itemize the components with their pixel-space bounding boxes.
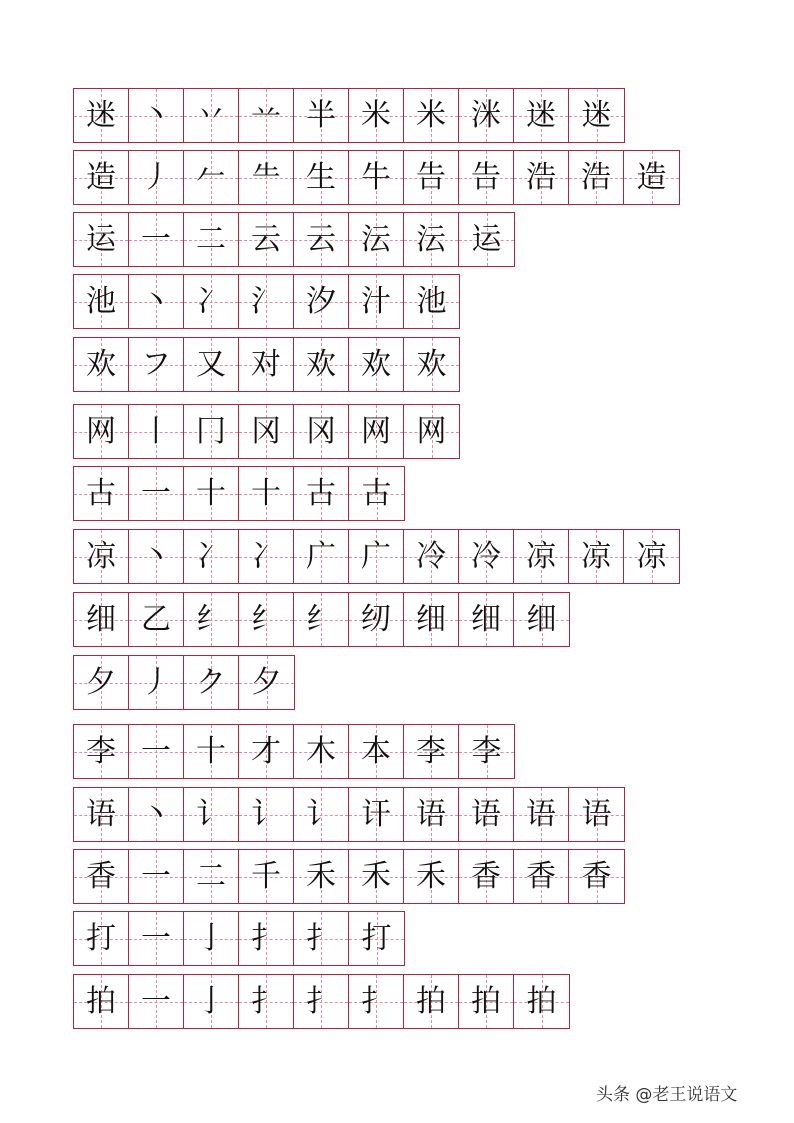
stroke-step-glyph: 凉 bbox=[636, 538, 667, 574]
stroke-step-glyph: 讦 bbox=[361, 796, 391, 832]
stroke-step-glyph: 拍 bbox=[526, 983, 557, 1019]
stroke-step-cell bbox=[514, 151, 569, 204]
stroke-step-cell bbox=[514, 975, 569, 1028]
stroke-step-cell bbox=[129, 912, 184, 965]
stroke-step-glyph: 广 bbox=[361, 538, 391, 574]
stroke-step-cell bbox=[294, 975, 349, 1028]
stroke-step-glyph: 丶 bbox=[141, 538, 171, 574]
stroke-step-glyph: 𠂉 bbox=[196, 159, 226, 195]
character-glyph: 打 bbox=[86, 920, 116, 956]
stroke-step-glyph: フ bbox=[141, 346, 171, 382]
stroke-step-glyph: 讠 bbox=[196, 796, 226, 832]
stroke-step-glyph: 冈 bbox=[251, 413, 281, 449]
stroke-step-glyph: 冫 bbox=[196, 283, 226, 319]
stroke-step-cell bbox=[129, 467, 184, 520]
stroke-step-cell bbox=[184, 850, 239, 903]
stroke-row bbox=[73, 337, 460, 392]
stroke-step-glyph: 拍 bbox=[471, 983, 501, 1019]
stroke-step-cell bbox=[129, 405, 184, 458]
stroke-step-glyph: 纟 bbox=[306, 601, 336, 637]
stroke-step-glyph: 冫 bbox=[196, 538, 226, 574]
character-cell bbox=[74, 467, 129, 520]
stroke-step-cell bbox=[184, 530, 239, 583]
stroke-step-cell bbox=[239, 788, 294, 841]
stroke-step-glyph: 才 bbox=[251, 733, 281, 769]
character-glyph: 古 bbox=[86, 475, 116, 511]
stroke-row bbox=[73, 911, 405, 966]
stroke-step-cell bbox=[184, 467, 239, 520]
stroke-step-glyph: 丶 bbox=[141, 283, 171, 319]
stroke-step-cell bbox=[349, 725, 404, 778]
stroke-step-cell bbox=[184, 89, 239, 142]
stroke-step-glyph: ⺧ bbox=[251, 159, 281, 195]
stroke-row bbox=[73, 88, 625, 143]
stroke-step-cell bbox=[569, 788, 624, 841]
stroke-step-cell bbox=[294, 89, 349, 142]
stroke-step-glyph: 十 bbox=[196, 733, 226, 769]
stroke-step-glyph: 冈 bbox=[306, 413, 336, 449]
stroke-step-cell bbox=[239, 213, 294, 266]
character-cell bbox=[74, 912, 129, 965]
stroke-step-glyph: 亅 bbox=[196, 983, 226, 1019]
stroke-step-glyph: 语 bbox=[416, 796, 446, 832]
stroke-step-cell bbox=[184, 338, 239, 391]
stroke-step-glyph: 细 bbox=[471, 601, 501, 637]
stroke-step-glyph: 云 bbox=[306, 221, 336, 257]
stroke-step-glyph: 一 bbox=[141, 858, 171, 894]
stroke-step-cell bbox=[349, 912, 404, 965]
character-cell bbox=[74, 213, 129, 266]
character-glyph: 欢 bbox=[86, 346, 116, 382]
stroke-step-glyph: 一 bbox=[141, 920, 171, 956]
stroke-row bbox=[73, 724, 515, 779]
stroke-step-cell bbox=[294, 467, 349, 520]
stroke-step-glyph: 纫 bbox=[361, 601, 391, 637]
character-glyph: 语 bbox=[86, 796, 116, 832]
stroke-step-glyph: 米 bbox=[361, 97, 391, 133]
stroke-step-cell bbox=[349, 530, 404, 583]
stroke-step-glyph: 禾 bbox=[416, 858, 446, 894]
character-glyph: 迷 bbox=[86, 97, 116, 133]
stroke-step-cell bbox=[349, 151, 404, 204]
stroke-step-cell bbox=[184, 788, 239, 841]
stroke-step-cell bbox=[569, 850, 624, 903]
stroke-step-glyph: 造 bbox=[636, 159, 667, 195]
character-cell bbox=[74, 530, 129, 583]
stroke-step-cell bbox=[459, 89, 514, 142]
stroke-step-glyph: 网 bbox=[361, 413, 391, 449]
stroke-step-cell bbox=[569, 151, 624, 204]
stroke-row bbox=[73, 404, 460, 459]
character-cell bbox=[74, 89, 129, 142]
stroke-step-glyph: 扌 bbox=[361, 983, 391, 1019]
character-cell bbox=[74, 151, 129, 204]
stroke-step-glyph: 一 bbox=[141, 221, 171, 257]
stroke-step-glyph: 半 bbox=[306, 97, 336, 133]
stroke-step-glyph: 二 bbox=[196, 221, 226, 257]
stroke-step-glyph: 拍 bbox=[416, 983, 446, 1019]
stroke-step-glyph: 又 bbox=[196, 346, 226, 382]
character-cell bbox=[74, 725, 129, 778]
stroke-step-cell bbox=[294, 405, 349, 458]
character-glyph: 运 bbox=[86, 221, 116, 257]
stroke-step-glyph: 语 bbox=[526, 796, 556, 832]
stroke-step-cell bbox=[404, 151, 459, 204]
stroke-step-glyph: 亅 bbox=[196, 920, 226, 956]
stroke-step-glyph: 丿 bbox=[141, 159, 171, 195]
stroke-step-glyph: 香 bbox=[526, 858, 556, 894]
stroke-step-glyph: 凉 bbox=[581, 538, 611, 574]
stroke-step-glyph: 木 bbox=[306, 733, 336, 769]
stroke-step-cell bbox=[129, 89, 184, 142]
stroke-step-cell bbox=[184, 151, 239, 204]
stroke-step-cell bbox=[404, 275, 459, 328]
stroke-step-cell bbox=[239, 275, 294, 328]
stroke-step-glyph: 冷 bbox=[416, 538, 446, 574]
stroke-step-cell bbox=[404, 405, 459, 458]
stroke-step-cell bbox=[514, 788, 569, 841]
stroke-step-cell bbox=[239, 656, 294, 709]
stroke-step-cell bbox=[294, 593, 349, 646]
stroke-step-cell bbox=[349, 850, 404, 903]
stroke-step-glyph: 氵 bbox=[251, 283, 281, 319]
stroke-step-glyph: 丿 bbox=[141, 664, 171, 700]
stroke-step-cell bbox=[294, 338, 349, 391]
stroke-step-cell bbox=[184, 656, 239, 709]
stroke-step-cell bbox=[129, 151, 184, 204]
character-glyph: 李 bbox=[86, 733, 116, 769]
stroke-step-glyph: 讠 bbox=[251, 796, 281, 832]
stroke-step-cell bbox=[129, 656, 184, 709]
character-cell bbox=[74, 975, 129, 1028]
stroke-row bbox=[73, 529, 680, 584]
stroke-row bbox=[73, 466, 405, 521]
stroke-step-glyph: 一 bbox=[141, 733, 171, 769]
stroke-step-cell bbox=[239, 89, 294, 142]
character-glyph: 网 bbox=[86, 413, 116, 449]
stroke-step-glyph: 香 bbox=[581, 858, 612, 894]
stroke-step-cell bbox=[239, 530, 294, 583]
stroke-step-cell bbox=[239, 151, 294, 204]
stroke-step-cell bbox=[404, 788, 459, 841]
stroke-step-cell bbox=[239, 593, 294, 646]
stroke-step-glyph: 打 bbox=[361, 920, 392, 956]
stroke-row bbox=[73, 592, 570, 647]
stroke-step-cell bbox=[349, 89, 404, 142]
stroke-step-cell bbox=[129, 788, 184, 841]
stroke-step-glyph: 欢 bbox=[306, 346, 336, 382]
stroke-step-cell bbox=[514, 850, 569, 903]
stroke-step-glyph: 丨 bbox=[141, 413, 171, 449]
stroke-step-cell bbox=[294, 530, 349, 583]
stroke-step-cell bbox=[404, 975, 459, 1028]
stroke-step-glyph: 丶 bbox=[141, 97, 171, 133]
stroke-step-glyph: 池 bbox=[416, 283, 447, 319]
stroke-step-cell bbox=[349, 975, 404, 1028]
character-glyph: 造 bbox=[86, 159, 116, 195]
stroke-step-glyph: 欢 bbox=[361, 346, 391, 382]
stroke-step-cell bbox=[129, 213, 184, 266]
character-cell bbox=[74, 656, 129, 709]
stroke-step-cell bbox=[129, 530, 184, 583]
stroke-step-cell bbox=[184, 213, 239, 266]
character-cell bbox=[74, 788, 129, 841]
stroke-step-cell bbox=[404, 850, 459, 903]
stroke-step-cell bbox=[349, 213, 404, 266]
stroke-step-glyph: 沄 bbox=[361, 221, 391, 257]
stroke-step-glyph: 古 bbox=[306, 475, 336, 511]
character-cell bbox=[74, 338, 129, 391]
stroke-step-glyph: 禾 bbox=[361, 858, 391, 894]
stroke-step-cell bbox=[404, 725, 459, 778]
stroke-step-cell bbox=[184, 593, 239, 646]
stroke-step-cell bbox=[459, 850, 514, 903]
stroke-step-glyph: 运 bbox=[471, 221, 502, 257]
stroke-step-glyph: 一 bbox=[141, 475, 171, 511]
stroke-step-cell bbox=[349, 788, 404, 841]
stroke-step-glyph: 迷 bbox=[581, 97, 612, 133]
stroke-row bbox=[73, 655, 295, 710]
stroke-row bbox=[73, 274, 460, 329]
stroke-step-glyph: 纟 bbox=[251, 601, 281, 637]
stroke-step-glyph: 网 bbox=[416, 413, 447, 449]
stroke-step-cell bbox=[184, 275, 239, 328]
stroke-step-cell bbox=[349, 338, 404, 391]
stroke-step-glyph: 汐 bbox=[306, 283, 336, 319]
stroke-step-cell bbox=[514, 89, 569, 142]
character-cell bbox=[74, 850, 129, 903]
watermark: 头条 @老王说语文 bbox=[596, 1085, 738, 1105]
stroke-step-cell bbox=[459, 213, 514, 266]
stroke-step-cell bbox=[459, 975, 514, 1028]
stroke-step-glyph: 扌 bbox=[251, 920, 281, 956]
stroke-step-glyph: 夕 bbox=[251, 664, 282, 700]
stroke-step-cell bbox=[239, 725, 294, 778]
stroke-step-cell bbox=[404, 338, 459, 391]
stroke-step-cell bbox=[184, 725, 239, 778]
stroke-step-cell bbox=[349, 275, 404, 328]
stroke-step-cell bbox=[514, 530, 569, 583]
stroke-step-cell bbox=[129, 275, 184, 328]
stroke-step-cell bbox=[129, 725, 184, 778]
stroke-step-glyph: 牛 bbox=[361, 159, 391, 195]
character-glyph: 拍 bbox=[86, 983, 116, 1019]
stroke-step-glyph: 细 bbox=[526, 601, 557, 637]
stroke-step-cell bbox=[129, 975, 184, 1028]
character-cell bbox=[74, 405, 129, 458]
stroke-step-glyph: 迷 bbox=[526, 97, 556, 133]
stroke-step-cell bbox=[239, 975, 294, 1028]
stroke-step-cell bbox=[184, 975, 239, 1028]
stroke-step-cell bbox=[459, 530, 514, 583]
stroke-step-glyph: 告 bbox=[471, 159, 501, 195]
stroke-step-glyph: 香 bbox=[471, 858, 501, 894]
character-cell bbox=[74, 275, 129, 328]
stroke-step-cell bbox=[239, 467, 294, 520]
stroke-step-glyph: 讠 bbox=[306, 796, 336, 832]
character-glyph: 细 bbox=[86, 601, 116, 637]
stroke-step-cell bbox=[349, 467, 404, 520]
stroke-step-glyph: 汁 bbox=[361, 283, 391, 319]
stroke-step-glyph: 一 bbox=[141, 983, 171, 1019]
stroke-step-cell bbox=[459, 593, 514, 646]
stroke-step-cell bbox=[239, 405, 294, 458]
stroke-step-glyph: 古 bbox=[361, 475, 392, 511]
character-cell bbox=[74, 593, 129, 646]
stroke-row bbox=[73, 787, 625, 842]
stroke-step-cell bbox=[294, 788, 349, 841]
stroke-step-glyph: 扌 bbox=[306, 983, 336, 1019]
character-glyph: 香 bbox=[86, 858, 116, 894]
stroke-step-glyph: 浩 bbox=[581, 159, 611, 195]
stroke-step-glyph: 纟 bbox=[196, 601, 226, 637]
stroke-step-glyph: 浩 bbox=[526, 159, 556, 195]
stroke-step-cell bbox=[459, 725, 514, 778]
stroke-step-cell bbox=[459, 151, 514, 204]
stroke-step-cell bbox=[349, 405, 404, 458]
stroke-step-glyph: 告 bbox=[416, 159, 446, 195]
stroke-step-glyph: 千 bbox=[251, 858, 281, 894]
stroke-step-cell bbox=[239, 850, 294, 903]
stroke-step-glyph: 冂 bbox=[196, 413, 226, 449]
stroke-step-cell bbox=[404, 89, 459, 142]
stroke-step-glyph: 洣 bbox=[471, 97, 501, 133]
stroke-step-cell bbox=[129, 850, 184, 903]
stroke-step-cell bbox=[184, 912, 239, 965]
stroke-step-cell bbox=[294, 850, 349, 903]
stroke-step-glyph: 沄 bbox=[416, 221, 446, 257]
stroke-step-glyph: 本 bbox=[361, 733, 391, 769]
stroke-step-cell bbox=[624, 530, 679, 583]
stroke-step-glyph: 十 bbox=[196, 475, 226, 511]
stroke-step-glyph: 欢 bbox=[416, 346, 447, 382]
stroke-step-glyph: 细 bbox=[416, 601, 446, 637]
stroke-step-cell bbox=[569, 89, 624, 142]
stroke-step-glyph: 对 bbox=[251, 346, 281, 382]
stroke-step-cell bbox=[404, 593, 459, 646]
stroke-step-glyph: 冷 bbox=[471, 538, 501, 574]
stroke-step-cell bbox=[624, 151, 679, 204]
stroke-step-cell bbox=[239, 912, 294, 965]
stroke-step-glyph: 语 bbox=[471, 796, 501, 832]
stroke-step-glyph: 李 bbox=[471, 733, 502, 769]
stroke-step-glyph: 李 bbox=[416, 733, 446, 769]
stroke-step-glyph: 十 bbox=[251, 475, 281, 511]
stroke-step-glyph: 米 bbox=[416, 97, 446, 133]
stroke-step-glyph: 冫 bbox=[251, 538, 281, 574]
stroke-step-glyph: 丶 bbox=[141, 796, 171, 832]
stroke-row bbox=[73, 974, 570, 1029]
stroke-step-glyph: 禾 bbox=[306, 858, 336, 894]
stroke-step-glyph: 凉 bbox=[526, 538, 556, 574]
stroke-row bbox=[73, 849, 625, 904]
stroke-step-glyph: 丷 bbox=[196, 97, 226, 133]
character-glyph: 池 bbox=[86, 283, 116, 319]
stroke-step-cell bbox=[129, 593, 184, 646]
stroke-row bbox=[73, 212, 515, 267]
stroke-step-glyph: 语 bbox=[581, 796, 612, 832]
stroke-step-cell bbox=[294, 912, 349, 965]
stroke-step-glyph: 生 bbox=[306, 159, 336, 195]
stroke-step-cell bbox=[294, 151, 349, 204]
stroke-step-cell bbox=[514, 593, 569, 646]
stroke-step-cell bbox=[129, 338, 184, 391]
stroke-step-glyph: 云 bbox=[251, 221, 281, 257]
stroke-step-glyph: 二 bbox=[196, 858, 226, 894]
stroke-step-glyph: 扌 bbox=[306, 920, 336, 956]
stroke-step-glyph: 扌 bbox=[251, 983, 281, 1019]
stroke-step-cell bbox=[459, 788, 514, 841]
stroke-step-glyph: ク bbox=[196, 664, 226, 700]
stroke-step-cell bbox=[294, 275, 349, 328]
stroke-step-glyph: 䒑 bbox=[251, 97, 281, 133]
stroke-step-cell bbox=[239, 338, 294, 391]
stroke-step-cell bbox=[404, 530, 459, 583]
character-glyph: 凉 bbox=[86, 538, 116, 574]
stroke-step-glyph: 广 bbox=[306, 538, 336, 574]
stroke-step-cell bbox=[294, 213, 349, 266]
stroke-step-cell bbox=[184, 405, 239, 458]
stroke-step-cell bbox=[294, 725, 349, 778]
stroke-step-cell bbox=[404, 213, 459, 266]
stroke-step-glyph: 乙 bbox=[141, 601, 171, 637]
stroke-step-cell bbox=[349, 593, 404, 646]
stroke-step-cell bbox=[569, 530, 624, 583]
stroke-row bbox=[73, 150, 680, 205]
character-glyph: 夕 bbox=[86, 664, 116, 700]
